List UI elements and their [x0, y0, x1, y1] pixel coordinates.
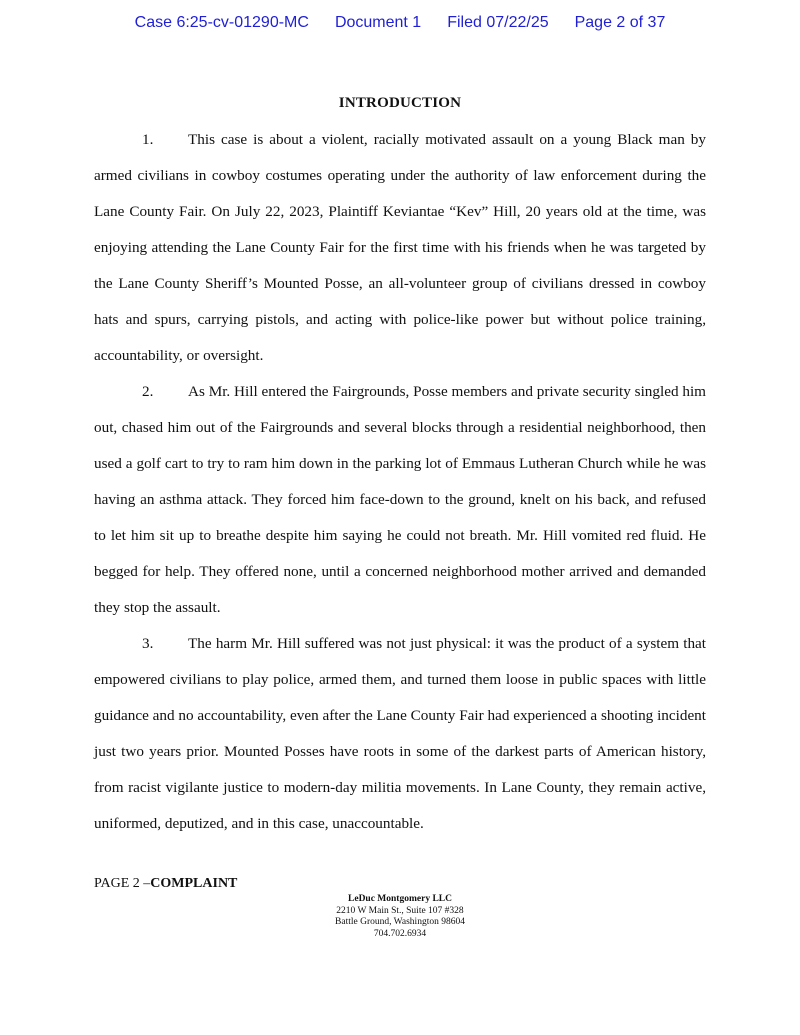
paragraph-number: 1.	[142, 131, 154, 148]
firm-address-line-1: 2210 W Main St., Suite 107 #328	[336, 905, 464, 916]
paragraph-text: The harm Mr. Hill suffered was not just physical: it was the product of a system that empowered civilians to play police, armed them, and turned them loose in public spaces with little guidance and no accountability, even after the Lane County Fair had experienced a shooting incident just two years prior. Mounted Posses have roots in some of the darkest parts of American history, from racist vigilante justice to modern-day militia movements. In Lane County, they remain active, uniformed, deputized, and in this case, unaccountable.	[94, 635, 706, 832]
paragraph-number: 3.	[142, 635, 154, 652]
document-number: Document 1	[334, 14, 422, 31]
paragraph-number: 2.	[142, 383, 154, 400]
page-label: PAGE 2 –	[94, 876, 151, 891]
firm-phone: 704.702.6934	[373, 928, 427, 939]
firm-name: LeDuc Montgomery LLC	[348, 894, 452, 904]
paragraph-2	[94, 374, 706, 626]
paragraph-text: As Mr. Hill entered the Fairgrounds, Posse members and private security singled him out, chased him out of the Fairgrounds and several blocks through a residential neighborhood, then used a golf cart to try to ram him down in the parking lot of Emmaus Lutheran Church while he was having an asthma attack. They forced him face-down to the ground, knelt on his back, and refused to let him sit up to breathe despite him saying he could not breath. Mr. Hill vomited red fluid. He begged for help. They offered none, until a concerned neighborhood mother arrived and demanded they stop the assault.	[94, 383, 706, 616]
document-title: COMPLAINT	[150, 876, 238, 891]
document-body	[94, 122, 706, 842]
paragraph-3	[94, 626, 706, 842]
page-footer-label	[94, 876, 237, 892]
filed-date: Filed 07/22/25	[447, 14, 549, 31]
paragraph-text: This case is about a violent, racially motivated assault on a young Black man by armed civilians in cowboy costumes operating under the authority of law enforcement during the Lane County Fair. On July 22, 2023, Plaintiff Keviantae “Kev” Hill, 20 years old at the time, was enjoying attending the Lane County Fair for the first time with his friends when he was targeted by the Lane County Sheriff’s Mounted Posse, an all-volunteer group of civilians dressed in cowboy hats and spurs, carrying pistols, and acting with police-like power but without police training, accountability, or oversight.	[94, 131, 706, 364]
firm-address-line-2: Battle Ground, Washington 98604	[335, 917, 465, 927]
page-count: Page 2 of 37	[574, 14, 666, 31]
section-title: INTRODUCTION	[338, 95, 462, 111]
filing-header	[0, 14, 800, 34]
firm-block	[0, 894, 800, 940]
paragraph-1	[94, 122, 706, 374]
case-number: Case 6:25-cv-01290-MC	[134, 14, 309, 31]
